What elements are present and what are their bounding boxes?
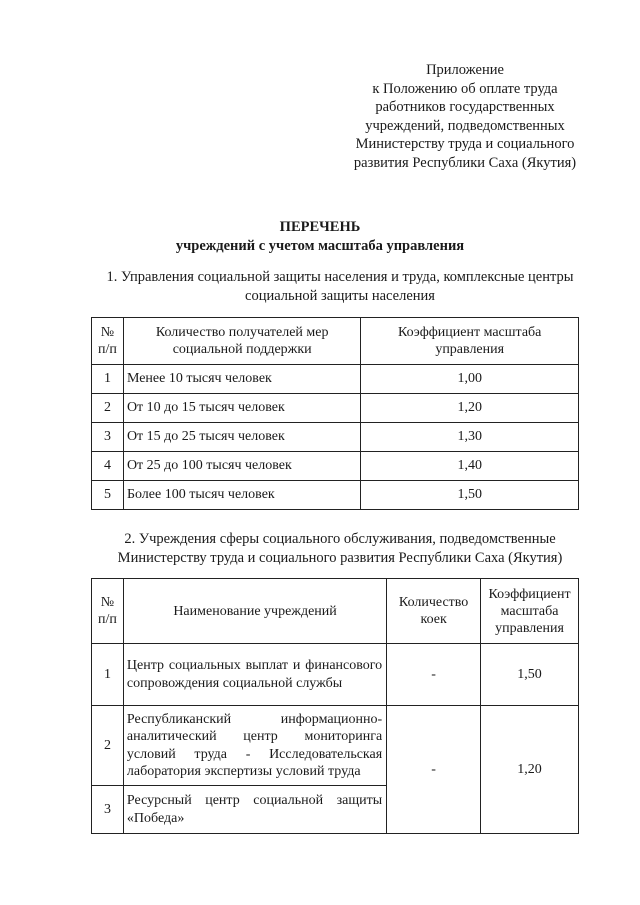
row-name: Ресурсный центр социальной защиты «Победа» [123,786,386,834]
row-recipients: От 10 до 15 тысяч человек [123,394,360,423]
table-row [92,423,579,452]
header-num-line2: п/п [98,342,117,357]
row-beds: - [387,644,481,706]
row-recipients: Более 100 тысяч человек [123,481,360,510]
row-recipients: От 15 до 25 тысяч человек [123,423,360,452]
section1-heading [80,268,600,306]
row-num: 3 [92,786,124,834]
header-num [92,579,124,644]
row-name: Республиканский информационно-аналитический центр мониторинга условий труда - Исследовательская лаборатория экспертизы условий труда [123,706,386,786]
header-num-line1: № [100,325,115,340]
header-recipients-line1: Количество получателей мер [155,325,329,340]
row-num: 1 [92,365,124,394]
title-line1: ПЕРЕЧЕНЬ [279,219,361,235]
header-coef-line1: Коэффициент масштаба [397,325,542,340]
header-coef [361,318,579,365]
row-beds: - [387,706,481,834]
appendix-line: работников государственных [375,99,555,116]
table-row [92,394,579,423]
header-coef-line3: управления [495,620,564,636]
row-coef: 1,20 [481,706,579,834]
row-num: 3 [92,423,124,452]
row-coef: 1,20 [361,394,579,423]
header-beds-line2: коек [420,612,447,627]
row-num: 5 [92,481,124,510]
table-header-row [92,318,579,365]
row-coef: 1,00 [361,365,579,394]
row-recipients: Менее 10 тысяч человек [123,365,360,394]
table-row [92,481,579,510]
table-row [92,644,579,706]
row-num: 4 [92,452,124,481]
section2-heading [80,530,600,568]
header-beds-line1: Количество [398,595,469,610]
header-num-line2: п/п [98,612,117,627]
header-coef [481,579,579,644]
header-recipients [123,318,360,365]
row-name: Центр социальных выплат и финансового сопровождения социальной службы [123,644,386,706]
row-num: 2 [92,394,124,423]
header-name: Наименование учреждений [123,579,386,644]
row-num: 1 [92,644,124,706]
header-num-line1: № [100,595,115,610]
header-beds [387,579,481,644]
header-coef-line1: Коэффициент [488,586,571,602]
section1-table [91,317,579,510]
row-coef: 1,40 [361,452,579,481]
row-coef: 1,50 [361,481,579,510]
row-coef: 1,50 [481,644,579,706]
header-coef-line2: масштаба [500,603,559,619]
appendix-line: развития Республики Саха (Якутия) [353,154,577,171]
section1-heading-line2: социальной защиты населения [245,288,435,304]
header-num [92,318,124,365]
table-header-row [92,579,579,644]
appendix-line: к Положению об оплате труда [372,80,558,97]
header-recipients-line2: социальной поддержки [172,342,312,357]
appendix-line: Министерству труда и социального [355,136,575,153]
row-coef: 1,30 [361,423,579,452]
section1-heading-line1: 1. Управления социальной защиты населения и труда, комплексные центры [106,269,574,285]
table-row [92,365,579,394]
appendix-block [340,61,590,173]
row-num: 2 [92,706,124,786]
title-line2: учреждений с учетом масштаба управления [175,238,465,254]
table-row [92,706,579,786]
appendix-line: Приложение [426,62,504,78]
section2-heading-line1: 2. Учреждения сферы социального обслуживания, подведомственные [124,531,556,547]
row-recipients: От 25 до 100 тысяч человек [123,452,360,481]
document-title [0,218,640,256]
table-row [92,452,579,481]
section2-heading-line2: Министерству труда и социального развития Республики Саха (Якутия) [117,550,563,566]
appendix-line: учреждений, подведомственных [365,117,565,134]
header-coef-line2: управления [435,342,505,357]
section2-table [91,578,579,834]
